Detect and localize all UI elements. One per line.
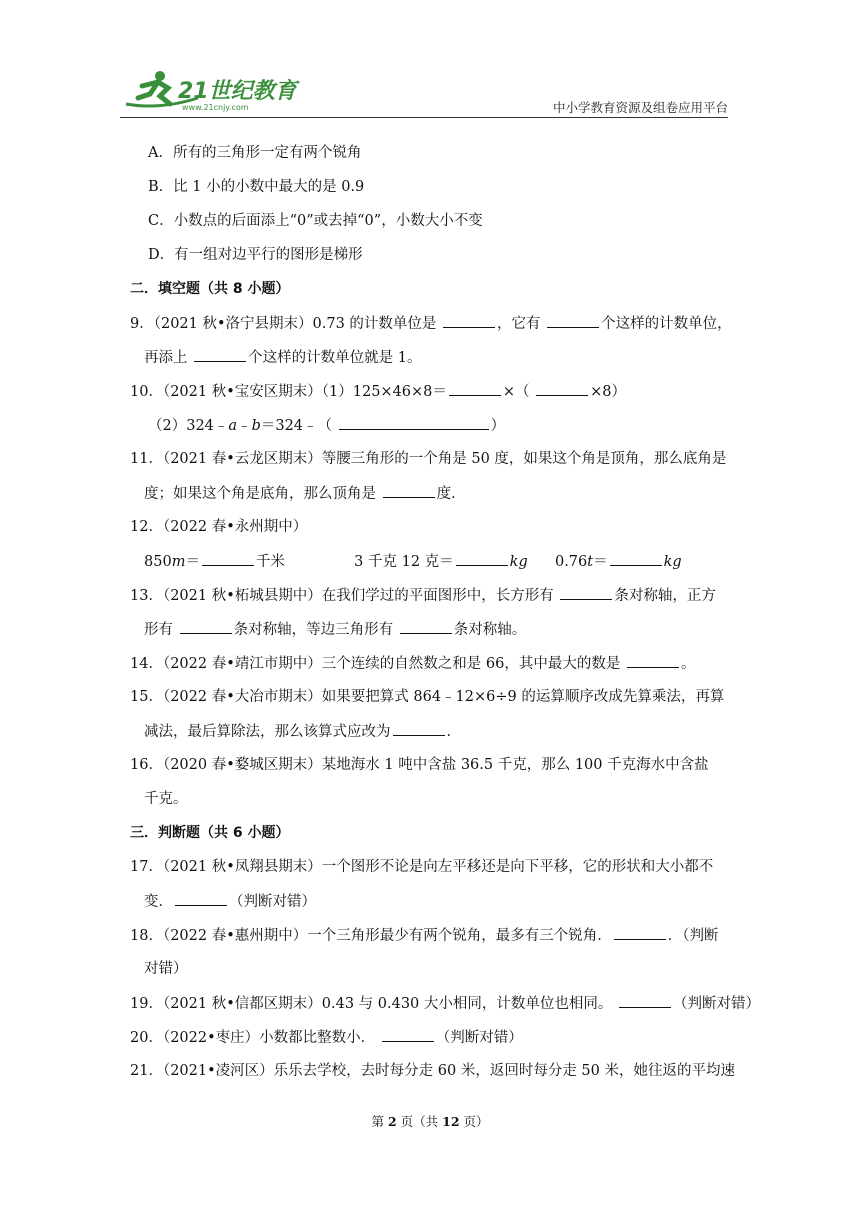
question-18-line2: 对错） <box>144 961 188 977</box>
answer-blank[interactable] <box>202 551 254 566</box>
question-10-line2: （2）324﹣a﹣b＝324﹣（ ） <box>130 415 730 449</box>
answer-blank[interactable] <box>536 381 588 396</box>
question-12-line1: 12．（2022 春•永州期中） <box>130 519 308 535</box>
answer-blank[interactable] <box>449 381 501 396</box>
question-17-line2: 变． （判断对错） <box>130 891 730 925</box>
current-page: 2 <box>387 1114 397 1129</box>
question-16-line2: 千克。 <box>144 791 188 807</box>
section-fill-title: 二．填空题（共 8 小题） <box>130 281 290 297</box>
answer-blank[interactable] <box>560 585 612 600</box>
answer-blank[interactable] <box>443 313 495 328</box>
section-judge-title: 三．判断题（共 6 小题） <box>130 825 290 841</box>
question-11-line2: 度；如果这个角是底角，那么顶角是 度． <box>130 483 730 517</box>
question-12-line2: 850m＝ 千米 3 千克 12 克＝ kg 0.76t＝ kg <box>130 551 730 585</box>
option-d: D．有一组对边平行的图形是梯形 <box>148 247 363 263</box>
logo-main-text: 21世纪教育 <box>178 79 297 104</box>
answer-blank[interactable] <box>610 551 662 566</box>
question-18-line1: 18．（2022 春•惠州期中）一个三角形最少有两个锐角，最多有三个锐角． ．（判断 <box>130 925 730 959</box>
logo-sub-text: www.21cnjy.com <box>182 103 249 112</box>
question-20: 20．（2022•枣庄）小数都比整数小． （判断对错） <box>130 1027 730 1061</box>
answer-blank[interactable] <box>456 551 508 566</box>
answer-blank[interactable] <box>194 347 246 362</box>
answer-blank[interactable] <box>339 415 489 430</box>
question-17-line1: 17．（2021 秋•凤翔县期末）一个图形不论是向左平移还是向下平移，它的形状和大小都不 <box>130 859 714 875</box>
header-divider <box>120 117 728 118</box>
answer-blank[interactable] <box>627 653 679 668</box>
question-15-line2: 减法，最后算除法，那么该算式应改为 ． <box>130 721 730 755</box>
question-13-line1: 13．（2021 秋•柘城县期中）在我们学过的平面图形中，长方形有 条对称轴，正方 <box>130 585 730 619</box>
platform-name: 中小学教育资源及组卷应用平台 <box>552 100 728 115</box>
answer-blank[interactable] <box>547 313 599 328</box>
answer-blank[interactable] <box>175 891 227 906</box>
page-header <box>120 68 728 116</box>
question-10-line1: 10．（2021 秋•宝安区期末）（1）125×46×8＝ ×（ ×8） <box>130 381 730 415</box>
answer-blank[interactable] <box>382 1027 434 1042</box>
answer-blank[interactable] <box>383 483 435 498</box>
exam-content <box>130 143 760 1095</box>
answer-blank[interactable] <box>393 721 445 736</box>
question-11-line1: 11．（2021 春•云龙区期末）等腰三角形的一个角是 50 度，如果这个角是顶角，那么底角是 <box>130 451 727 467</box>
answer-blank[interactable] <box>180 619 232 634</box>
question-21-line1: 21．（2021•凌河区）乐乐去学校，去时每分走 60 米，返回时每分走 50 米，她往返的平均速 <box>130 1063 735 1079</box>
page-footer: 第 2 页（共 12 页） <box>371 1114 489 1129</box>
runner-logo-icon <box>120 68 320 114</box>
option-b: B．比 1 小的小数中最大的是 0.9 <box>148 179 365 195</box>
question-16-line1: 16．（2020 春•婺城区期末）某地海水 1 吨中含盐 36.5 千克，那么 100 千克海水中含盐 <box>130 757 709 773</box>
question-15-line1: 15．（2022 春•大冶市期末）如果要把算式 864﹣12×6÷9 的运算顺序改成先算乘法，再算 <box>130 689 725 705</box>
question-9-line1: 9．（2021 秋•洛宁县期末）0.73 的计数单位是 ，它有 个这样的计数单位， <box>130 313 730 347</box>
logo <box>120 68 320 112</box>
option-a: A．所有的三角形一定有两个锐角 <box>148 145 362 161</box>
answer-blank[interactable] <box>400 619 452 634</box>
question-9-line2: 再添上 个这样的计数单位就是 1。 <box>130 347 730 381</box>
option-c: C．小数点的后面添上“0”或去掉“0”，小数大小不变 <box>148 213 483 229</box>
question-19: 19．（2021 秋•信都区期末）0.43 与 0.430 大小相同，计数单位也相同。 （判断对错） <box>130 993 730 1027</box>
answer-blank[interactable] <box>619 993 671 1008</box>
question-14: 14．（2022 春•靖江市期中）三个连续的自然数之和是 66，其中最大的数是 。 <box>130 653 730 687</box>
question-13-line2: 形有 条对称轴，等边三角形有 条对称轴。 <box>130 619 730 653</box>
answer-blank[interactable] <box>614 925 666 940</box>
total-pages: 12 <box>442 1114 460 1129</box>
